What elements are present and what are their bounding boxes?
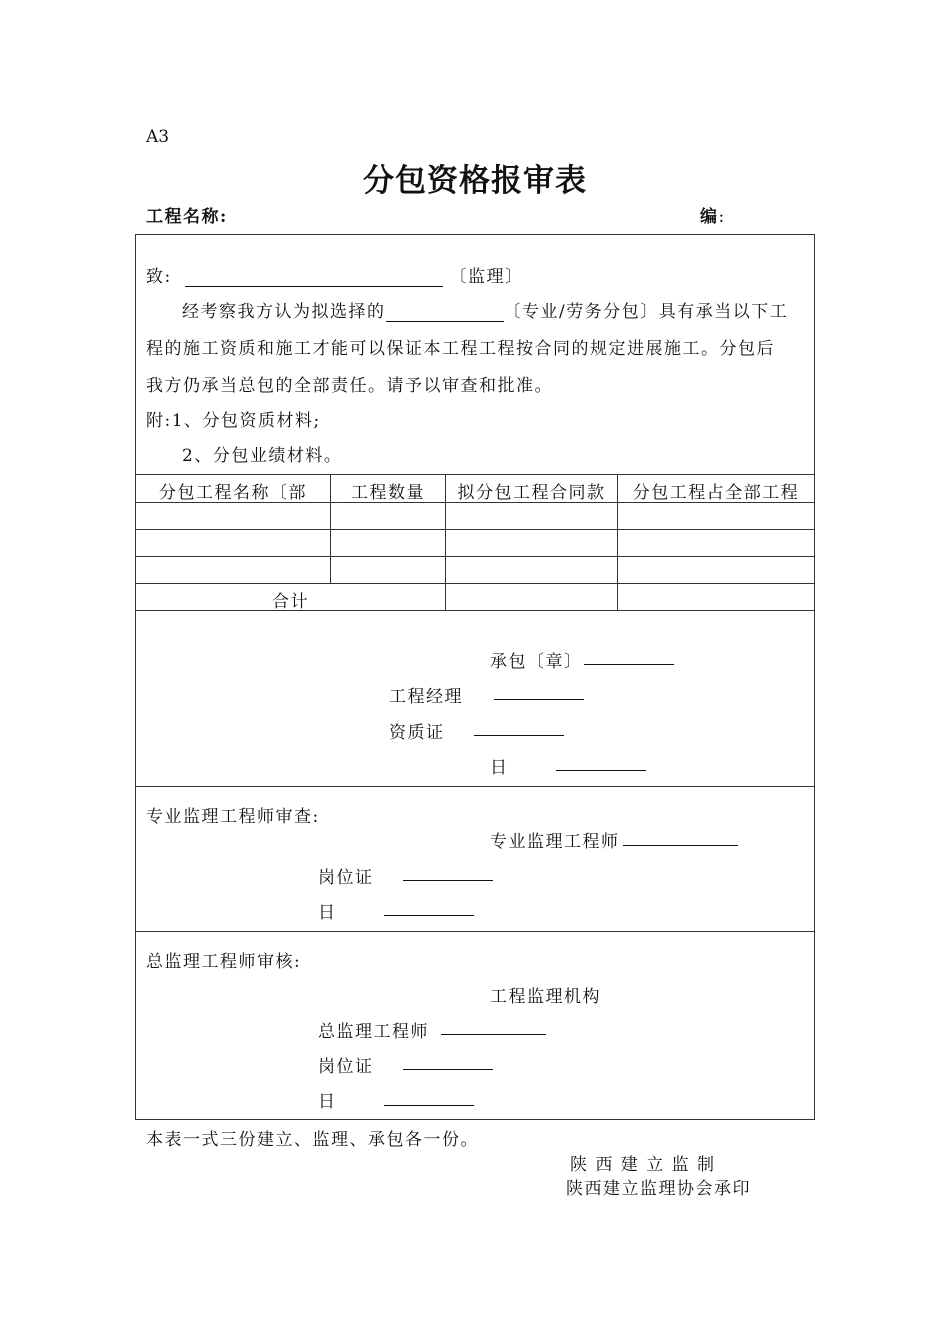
chief-date-label: 日 xyxy=(318,1092,337,1112)
specialty-review-title: 专业监理工程师审查: xyxy=(146,807,320,827)
table-cell[interactable] xyxy=(331,560,445,580)
attach-label: 附: xyxy=(146,411,172,431)
chief-date-field[interactable] xyxy=(384,1105,474,1106)
table-cell[interactable] xyxy=(136,560,330,580)
copies-note: 本表一式三份建立、监理、承包各一份。 xyxy=(146,1130,479,1150)
subcontractor-name-field[interactable] xyxy=(386,303,504,322)
table-total-label: 合计 xyxy=(272,592,309,612)
specialty-date-field[interactable] xyxy=(384,915,474,916)
section-divider xyxy=(135,931,815,932)
to-recipient-field[interactable] xyxy=(185,268,443,287)
table-cell[interactable] xyxy=(446,560,617,580)
contractor-seal-label: 承包〔章〕 xyxy=(490,652,583,672)
table-cell[interactable] xyxy=(446,506,617,526)
chief-review-title: 总监理工程师审核: xyxy=(146,952,302,972)
attach-item-1: 1、分包资质材料; xyxy=(171,411,321,431)
form-frame xyxy=(135,234,815,1120)
number-label xyxy=(700,202,726,227)
letter-line-1 xyxy=(182,297,788,322)
project-name-label: 工程名称: xyxy=(146,207,228,227)
letter-line-2: 程的施工资质和施工才能可以保证本工程工程按合同的规定进展施工。分包后 xyxy=(146,339,775,359)
line1-prefix: 经考察我方认为拟选择的 xyxy=(182,302,386,322)
table-header: 分包工程占全部工程 xyxy=(632,483,800,503)
table-row-divider xyxy=(135,529,815,530)
project-manager-field[interactable] xyxy=(494,699,584,700)
chief-cert-field[interactable] xyxy=(403,1069,493,1070)
supervision-org-label: 工程监理机构 xyxy=(490,987,601,1007)
issuer-note: 陕 西 建 立 监 制 xyxy=(570,1155,716,1175)
number-colon: : xyxy=(718,207,726,227)
table-header: 分包工程名称〔部 xyxy=(159,483,307,503)
attachment-1 xyxy=(146,406,321,431)
qualification-cert-label: 资质证 xyxy=(389,723,445,743)
table-cell[interactable] xyxy=(618,533,814,553)
contractor-seal-field[interactable] xyxy=(584,664,674,665)
table-row-divider xyxy=(135,556,815,557)
chief-cert-label: 岗位证 xyxy=(318,1057,374,1077)
project-manager-label: 工程经理 xyxy=(389,687,463,707)
specialty-cert-label: 岗位证 xyxy=(318,868,374,888)
chief-engineer-label: 总监理工程师 xyxy=(318,1022,429,1042)
table-cell[interactable] xyxy=(331,533,445,553)
printer-note: 陕西建立监理协会承印 xyxy=(566,1179,751,1199)
table-cell[interactable] xyxy=(331,506,445,526)
letter-to-line xyxy=(146,262,524,287)
table-cell[interactable] xyxy=(618,506,814,526)
to-suffix: 〔监理〕 xyxy=(449,267,524,287)
page-title: 分包资格报审表 xyxy=(363,163,587,199)
contractor-date-label: 日 xyxy=(490,758,509,778)
form-code: A3 xyxy=(146,127,170,147)
letter-line-3: 我方仍承当总包的全部责任。请予以审查和批准。 xyxy=(146,376,553,396)
section-divider xyxy=(135,786,815,787)
table-header: 工程数量 xyxy=(351,483,425,503)
specialty-cert-field[interactable] xyxy=(403,880,493,881)
table-cell[interactable] xyxy=(446,533,617,553)
number-label-text: 编 xyxy=(700,207,719,227)
specialty-date-label: 日 xyxy=(318,903,337,923)
table-cell[interactable] xyxy=(136,533,330,553)
attachment-2: 2、分包业绩材料。 xyxy=(182,446,343,466)
qualification-cert-field[interactable] xyxy=(474,735,564,736)
chief-engineer-field[interactable] xyxy=(441,1034,546,1035)
table-top-border xyxy=(135,474,815,475)
line1-suffix: 〔专业/劳务分包〕具有承当以下工 xyxy=(503,302,789,322)
table-header: 拟分包工程合同款 xyxy=(457,483,606,503)
contractor-date-field[interactable] xyxy=(556,770,646,771)
to-label: 致: xyxy=(146,267,172,287)
table-cell[interactable] xyxy=(618,560,814,580)
table-row-divider xyxy=(135,583,815,584)
specialty-engineer-field[interactable] xyxy=(623,845,738,846)
table-cell[interactable] xyxy=(136,506,330,526)
specialty-engineer-label: 专业监理工程师 xyxy=(490,832,620,852)
